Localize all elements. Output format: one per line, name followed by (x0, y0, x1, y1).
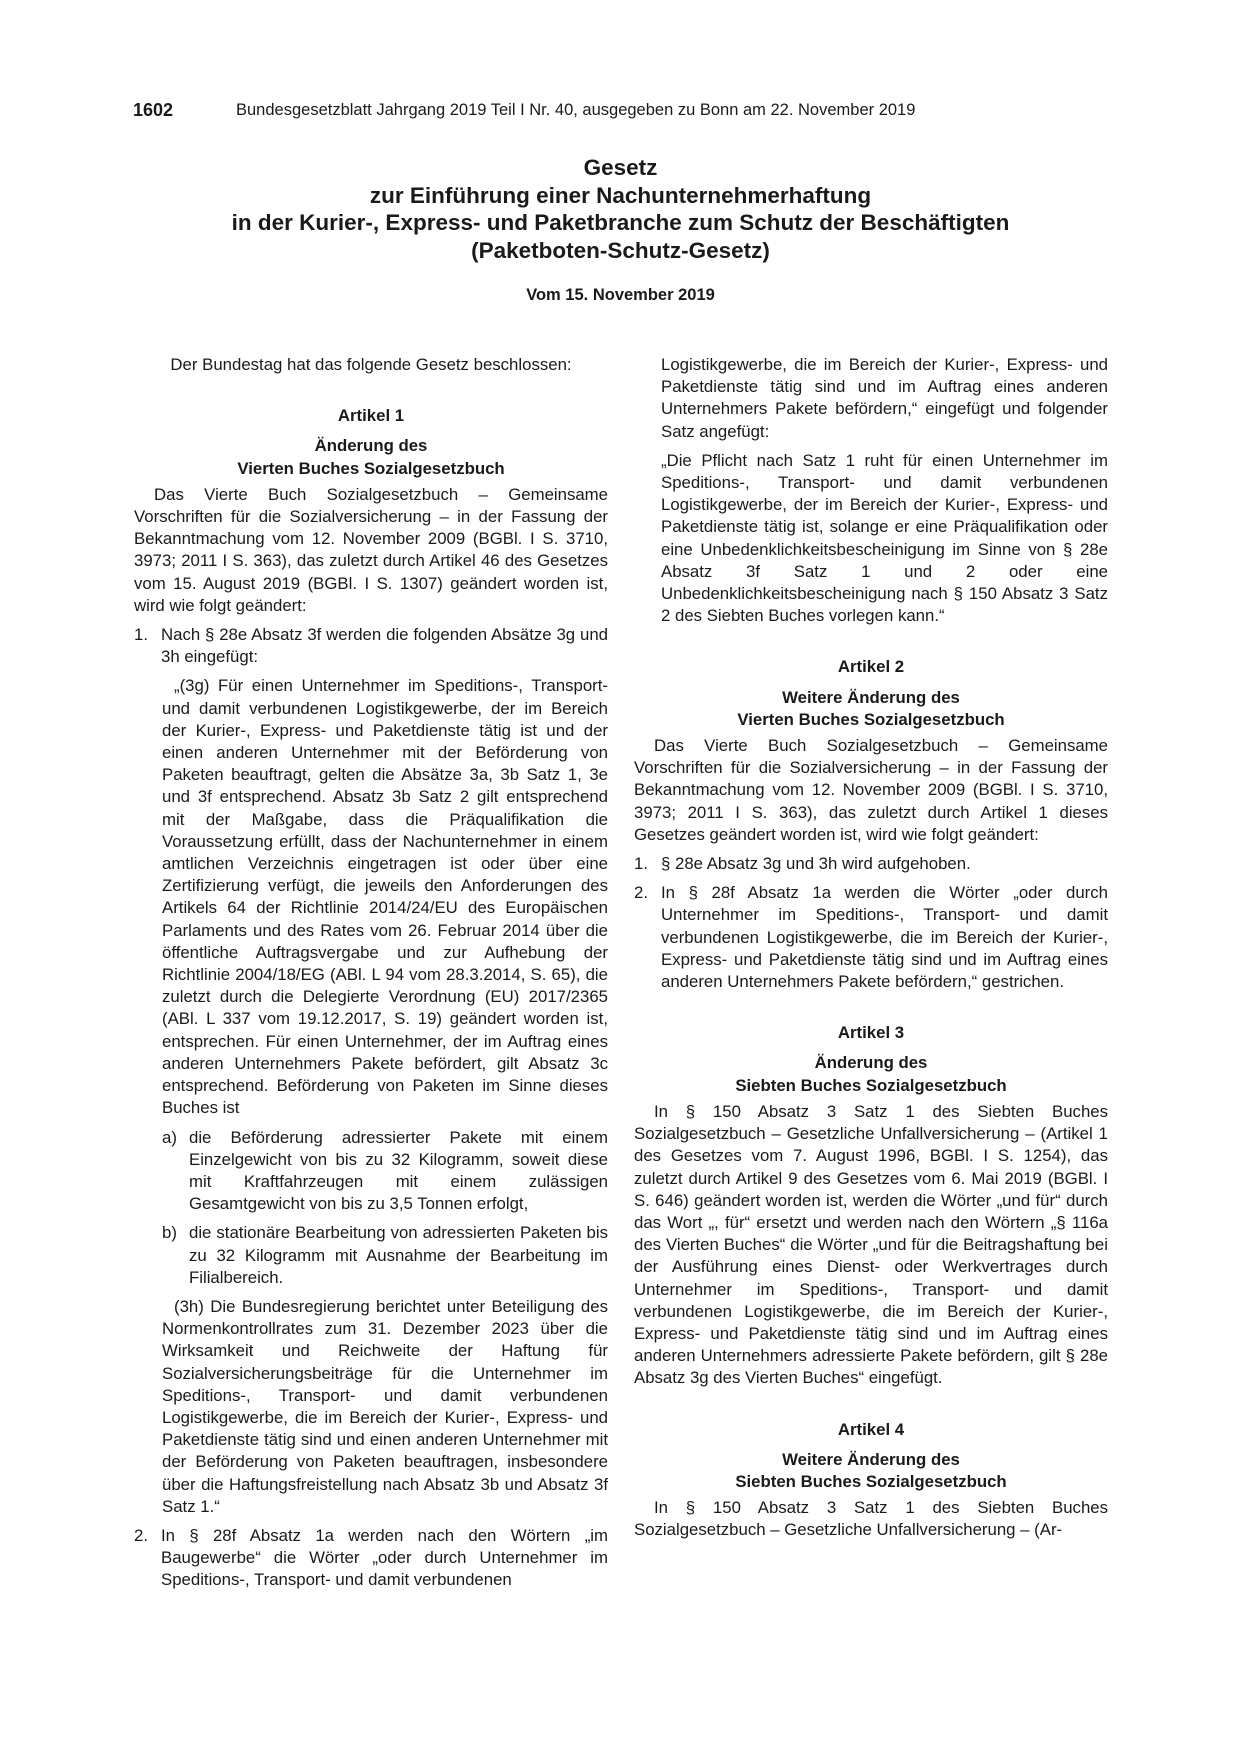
article-title: Siebten Buches Sozialgesetzbuch (735, 1471, 1007, 1491)
article-number: Artikel 4 (837, 1419, 905, 1439)
article-title: Vierten Buches Sozialgesetzbuch (237, 458, 505, 478)
list-item-number: 2. (634, 883, 648, 903)
article-body: In § 150 Absatz 3 Satz 1 des Siebten Buches Sozialgesetzbuch – Gesetzliche Unfallversicherung – (Ar- (634, 1498, 1108, 1540)
article-number: Artikel 2 (837, 657, 905, 677)
quoted-paragraph-3g: „(3g) Für einen Unternehmer im Speditions-, Transport- und damit verbundenen Logistikgewerbe, der im Bereich der Kurier-, Express- und Paketdienste tätig ist und der einen anderen Unternehmer mit der Beförderung von Paketen beauftragt, gelten die Absätze 3a, 3b Satz 1, 3e und 3f entsprechend. Absatz 3b Satz 2 gilt entsprechend mit der Maßgabe, dass die Präqualifikation die Voraussetzung erfüllt, dass der Nachunternehmer in einem amtlichen Verzeichnis eingetragen ist oder über eine Zertifizierung verfügt, die jeweils den Anforderungen des Artikels 64 der Richtlinie 2014/24/EU des Europäischen Parlaments und des Rates vom 26. Februar 2014 über die öffentliche Auftragsvergabe und zur Aufhebung der Richtlinie 2004/18/EG (ABl. L 94 vom 28.3.2014, S. 65), die zuletzt durch die Delegierte Verordnung (EU) 2017/2365 (ABl. L 337 vom 19.12.2017, S. 19) geändert worden ist, entsprechen. Für einen Unternehmer, der im Auftrag eines anderen Unternehmers Pakete befördert, gilt Absatz 3c entsprechend. Beförderung von Paketen im Sinne dieses Buches ist (162, 676, 608, 1118)
list-item-number: 1. (634, 854, 648, 874)
sub-item-label: b) (162, 1223, 177, 1243)
enactment-clause: Der Bundestag hat das folgende Gesetz beschlossen: (170, 355, 572, 374)
law-date: Vom 15. November 2019 (526, 286, 715, 304)
article-number: Artikel 1 (337, 406, 405, 426)
article-title: Weitere Änderung des (782, 687, 960, 707)
left-column (134, 354, 608, 1599)
quoted-paragraph-3h: (3h) Die Bundesregierung berichtet unter Beteiligung des Normenkontrollrates zum 31. Dezember 2023 über die Wirksamkeit und Reichweite der Haftung für Sozialversicherungsbeiträge für die Unternehmer im Speditions-, Transport- und damit verbundenen Logistikgewerbe, die im Bereich der Kurier-, Express- und Paketdienste tätig sind und einen anderen Unternehmer mit der Beförderung von Paketen beauftragen, insbesondere über die Haftungsfreistellung nach Absatz 3b und Absatz 3f Satz 1.“ (162, 1296, 608, 1516)
article-body: Das Vierte Buch Sozialgesetzbuch – Gemeinsame Vorschriften für die Sozialversicherung – in der Fassung der Bekanntmachung vom 12. November 2009 (BGBl. I S. 3710, 3973; 2011 I S. 363), das zuletzt durch Artikel 46 des Gesetzes vom 15. August 2019 (BGBl. I S. 1307) geändert worden ist, wird wie folgt geändert: (134, 484, 608, 615)
sub-item (162, 1222, 608, 1289)
sub-item (162, 1127, 608, 1216)
law-title-line: (Paketboten-Schutz-Gesetz) (471, 237, 770, 263)
sub-item-text: die Beförderung adressierter Pakete mit einem Einzelgewicht von bis zu 32 Kilogramm, soweit diese mit Kraftfahrzeugen mit einem zulässigen Gesamtgewicht von bis zu 3,5 Tonnen erfolgt, (189, 1127, 608, 1214)
right-column (634, 354, 1108, 1549)
article-title: Änderung des (314, 436, 428, 456)
sub-item-label: a) (162, 1127, 177, 1147)
list-item (134, 1525, 608, 1592)
article-title: Siebten Buches Sozialgesetzbuch (735, 1075, 1007, 1095)
article-number: Artikel 3 (837, 1023, 905, 1043)
continued-text: Logistikgewerbe, die im Bereich der Kurier-, Express- und Paketdienste tätig sind und im Auftrag eines anderen Unternehmers Pakete befördern,“ eingefügt und folgender Satz angefügt: (661, 355, 1108, 441)
running-header (133, 100, 1108, 124)
article-body: In § 150 Absatz 3 Satz 1 des Siebten Buches Sozialgesetzbuch – Gesetzliche Unfallversicherung – (Artikel 1 des Gesetzes vom 7. August 1996, BGBl. I S. 1254), das zuletzt durch Artikel 9 des Gesetzes vom 6. Mai 2019 (BGBl. I S. 646) geändert worden ist, werden die Wörter „und für“ durch das Wort „, für“ ersetzt und werden nach den Wörtern „§ 116a des Vierten Buches“ die Wörter „und für die Beitragshaftung bei der Ausführung eines Dienst- oder Werkvertrages durch Unternehmer im Speditions-, Transport- und damit verbundenen Logistikgewerbe, die im Bereich der Kurier-, Express- und Paketdienste tätig sind und im Auftrag eines anderen Unternehmers adressierte Pakete befördern, gilt § 28e Absatz 3g des Vierten Buches“ eingefügt. (634, 1101, 1108, 1388)
running-title: Bundesgesetzblatt Jahrgang 2019 Teil I Nr. 40, ausgegeben zu Bonn am 22. November 2019 (236, 101, 916, 119)
list-item (134, 624, 608, 668)
article-title: Weitere Änderung des (782, 1449, 960, 1469)
page-number: 1602 (133, 100, 174, 120)
law-title-line: Gesetz (583, 155, 658, 180)
list-item-number: 1. (134, 625, 148, 645)
list-item (634, 882, 1108, 993)
article-title: Vierten Buches Sozialgesetzbuch (737, 709, 1005, 729)
list-item (634, 853, 1108, 875)
list-item-text: In § 28f Absatz 1a werden nach den Wörtern „im Baugewerbe“ die Wörter „oder durch Unternehmer im Speditions-, Transport- und damit verbundenen (161, 1525, 608, 1590)
list-item-text: § 28e Absatz 3g und 3h wird aufgehoben. (661, 854, 971, 874)
list-item-text: In § 28f Absatz 1a werden die Wörter „oder durch Unternehmer im Speditions-, Transport- und damit verbundenen Logistikgewerbe, die im Bereich der Kurier-, Express- und Paketdienste tätig sind und im Auftrag eines anderen Unternehmers Pakete befördern,“ gestrichen. (661, 883, 1108, 992)
sub-item-text: die stationäre Bearbeitung von adressierten Paketen bis zu 32 Kilogramm mit Ausnahme der Bearbeitung im Filialbereich. (189, 1223, 608, 1287)
quoted-sentence: „Die Pflicht nach Satz 1 ruht für einen Unternehmer im Speditions-, Transport- und damit verbundenen Logistikgewerbe, der im Bereich der Kurier-, Express- und Paketdienste tätig ist, solange er eine Präqualifikation oder eine Unbedenklichkeitsbescheinigung im Sinne von § 28e Absatz 3f Satz 1 und 2 oder eine Unbedenklichkeitsbescheinigung nach § 150 Absatz 3 Satz 2 des Siebten Buches vorlegen kann.“ (661, 450, 1108, 626)
article-body: Das Vierte Buch Sozialgesetzbuch – Gemeinsame Vorschriften für die Sozialversicherung – in der Fassung der Bekanntmachung vom 12. November 2009 (BGBl. I S. 3710, 3973; 2011 I S. 363), das zuletzt durch Artikel 1 dieses Gesetzes geändert worden ist, wird wie folgt geändert: (634, 736, 1108, 844)
article-title: Änderung des (814, 1053, 928, 1073)
law-title (133, 154, 1108, 264)
law-title-line: zur Einführung einer Nachunternehmerhaftung (369, 182, 872, 208)
law-title-line: in der Kurier-, Express- und Paketbranche zum Schutz der Beschäftigten (231, 210, 1010, 235)
list-item-number: 2. (134, 1525, 148, 1545)
list-item-text: Nach § 28e Absatz 3f werden die folgenden Absätze 3g und 3h eingefügt: (161, 625, 608, 667)
